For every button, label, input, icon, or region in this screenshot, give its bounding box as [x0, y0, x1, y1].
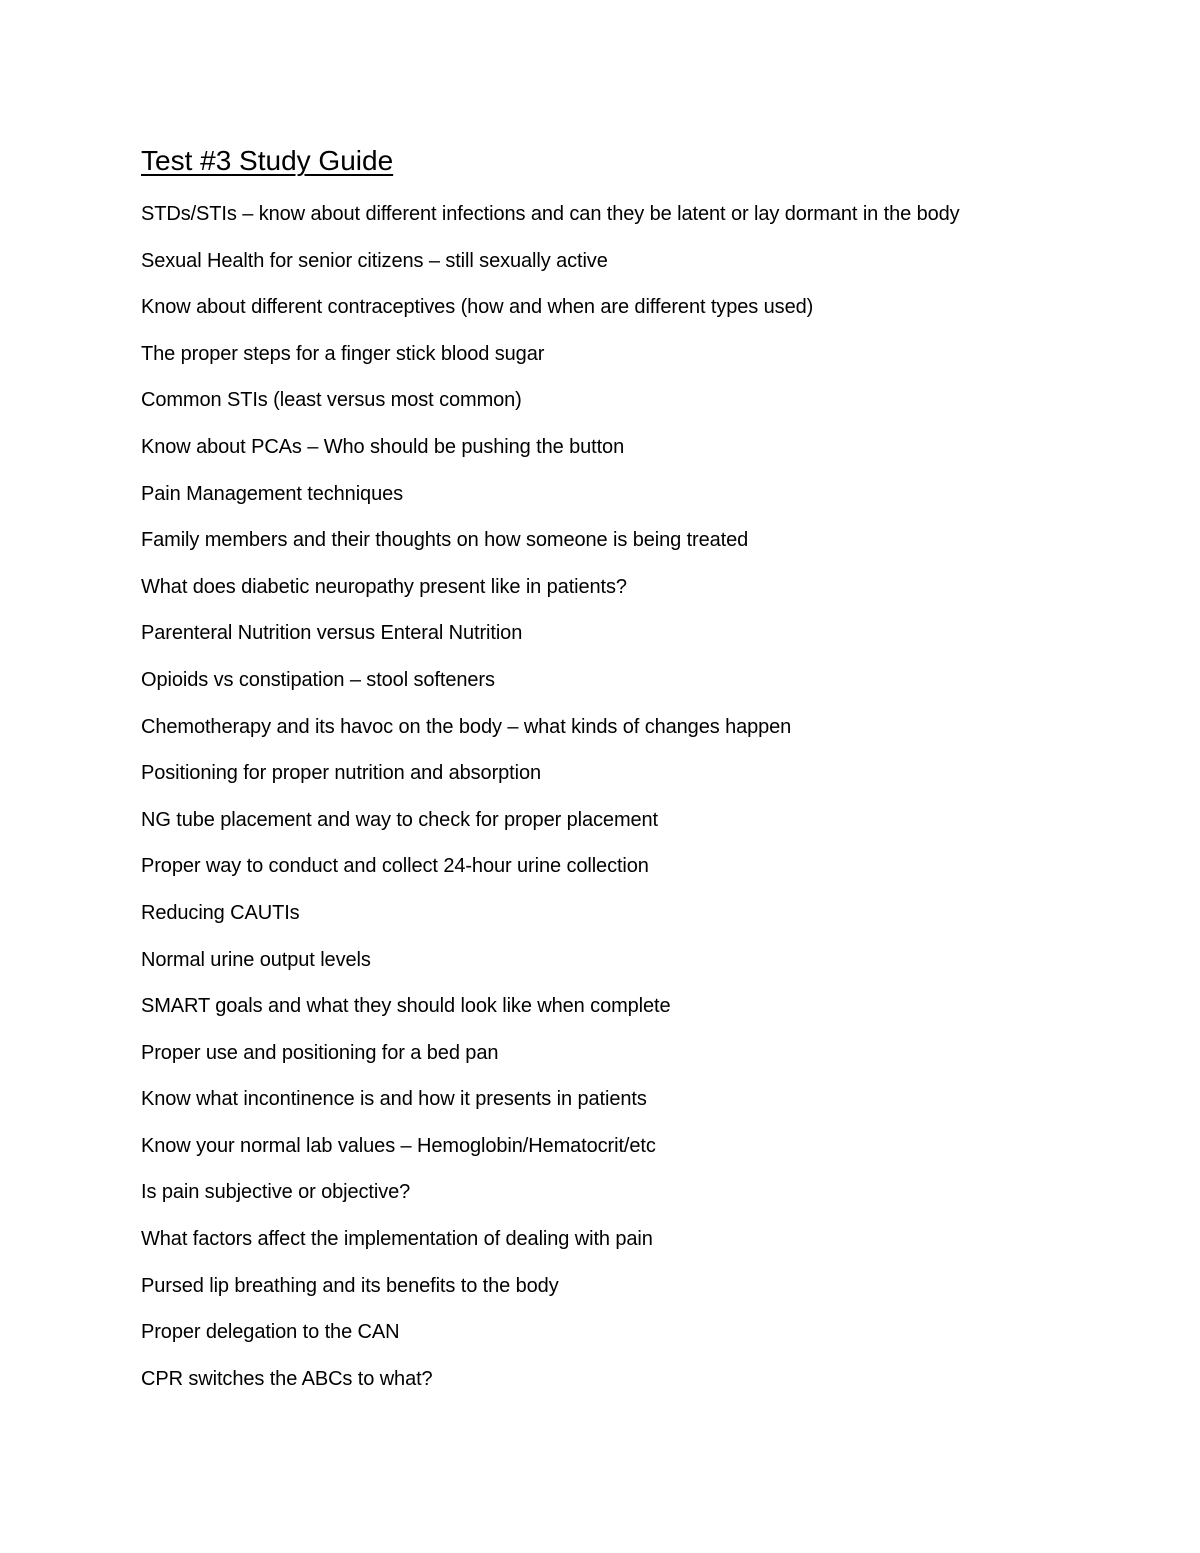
study-item: Know what incontinence is and how it presents in patients — [141, 1088, 647, 1111]
study-item: Is pain subjective or objective? — [141, 1181, 411, 1204]
study-item: What factors affect the implementation of dealing with pain — [141, 1228, 653, 1251]
study-item: Pursed lip breathing and its benefits to the body — [141, 1274, 559, 1297]
study-item: Reducing CAUTIs — [141, 901, 300, 924]
study-item: STDs/STIs – know about different infections and can they be latent or lay dormant in the body — [141, 203, 960, 225]
study-item: Positioning for proper nutrition and absorption — [141, 762, 541, 785]
study-item: CPR switches the ABCs to what? — [141, 1367, 433, 1390]
study-item: Know about PCAs – Who should be pushing the button — [141, 435, 625, 458]
document-title: Test #3 Study Guide — [141, 145, 394, 176]
study-item: Proper use and positioning for a bed pan — [141, 1041, 499, 1064]
study-item: Proper delegation to the CAN — [141, 1321, 400, 1344]
study-item: Opioids vs constipation – stool softeners — [141, 668, 495, 691]
study-item: Know about different contraceptives (how and when are different types used) — [141, 296, 814, 319]
study-item: Proper way to conduct and collect 24-hour urine collection — [141, 855, 649, 878]
study-item: Common STIs (least versus most common) — [141, 389, 522, 412]
study-item: Normal urine output levels — [141, 948, 371, 971]
study-item: What does diabetic neuropathy present like in patients? — [141, 575, 627, 598]
study-item: Family members and their thoughts on how someone is being treated — [141, 529, 749, 552]
study-guide-list — [141, 199, 1151, 1410]
study-item: NG tube placement and way to check for proper placement — [141, 808, 659, 831]
study-item: Know your normal lab values – Hemoglobin/Hematocrit/etc — [141, 1134, 656, 1157]
study-item: Chemotherapy and its havoc on the body – what kinds of changes happen — [141, 715, 792, 738]
study-item: Pain Management techniques — [141, 482, 404, 505]
study-item: Parenteral Nutrition versus Enteral Nutrition — [141, 622, 523, 645]
study-item: Sexual Health for senior citizens – still sexually active — [141, 249, 608, 272]
study-item: SMART goals and what they should look like when complete — [141, 995, 671, 1018]
study-item: The proper steps for a finger stick blood sugar — [141, 342, 545, 365]
